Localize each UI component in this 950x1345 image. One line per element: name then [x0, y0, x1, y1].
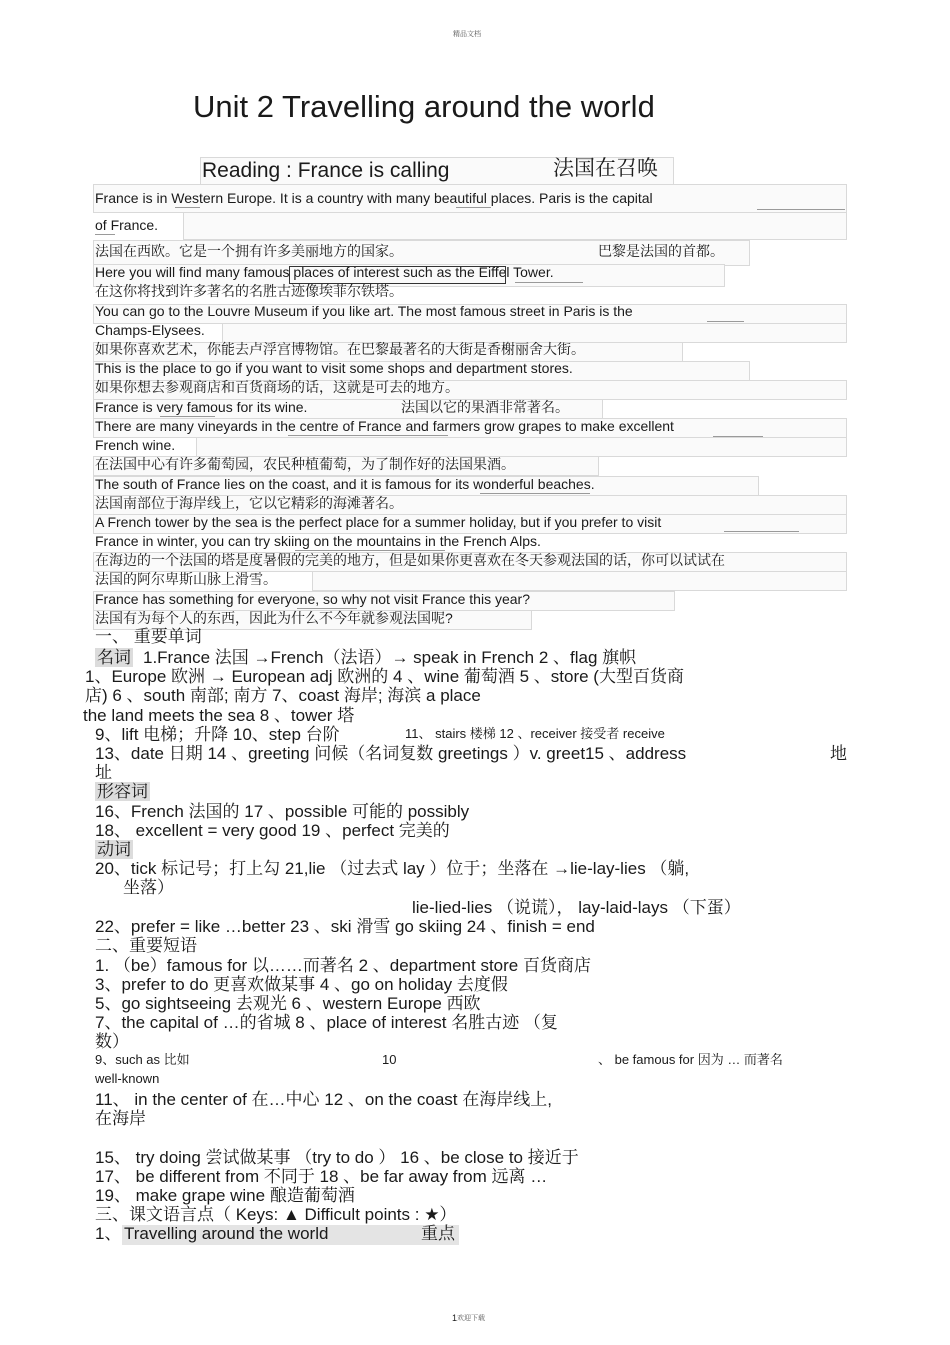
phrase-line: 5、go sightseeing 去观光 6 、western Europe 西欧 [95, 994, 481, 1013]
vocab-line: 11、 stairs 楼梯 12 、receiver 接受者 receive [405, 726, 665, 741]
unit-title: Unit 2 Travelling around the world [193, 89, 655, 124]
category-label-noun [95, 649, 133, 668]
passage-line: You can go to the Louvre Museum if you like art. The most famous street in Paris is the [95, 303, 633, 319]
phrase-line: 3、prefer to do 更喜欢做某事 4 、go on holiday 去度假 [95, 975, 508, 994]
passage-line-cn: 法国的阿尔卑斯山脉上滑雪。 [95, 571, 277, 587]
passage-line-cn: 巴黎是法国的首都。 [598, 243, 724, 259]
underline-mark [95, 234, 115, 235]
point-text: Travelling around the world [124, 1224, 329, 1243]
passage-line: This is the place to go if you want to visit some shops and department stores. [95, 360, 573, 376]
phrase-line: well-known [95, 1071, 160, 1086]
highlight-box [289, 266, 506, 284]
phrase-line: 、 be famous for 因为 … 而著名 [598, 1052, 783, 1067]
passage-line: There are many vineyards in the centre of France and farmers grow grapes to make excellent [95, 418, 674, 434]
section-heading: 一、 重要单词 [95, 627, 202, 646]
passage-line: A French tower by the sea is the perfect place for a summer holiday, but if you prefer to visit [95, 514, 662, 530]
section-heading: 二、重要短语 [95, 936, 197, 955]
point-tag: 重点 [421, 1224, 455, 1243]
passage-line-cn: 如果你想去参观商店和百货商场的话，这就是可去的地方。 [95, 379, 459, 395]
passage-line-cn: 法国南部位于海岸线上，它以它精彩的海滩著名。 [95, 495, 403, 511]
passage-line: Champs-Elysees. [95, 322, 205, 338]
phrase-line: 19、 make grape wine 酿造葡萄酒 [95, 1186, 355, 1205]
phrase-line: 17、 be different from 不同于 18 、be far away from 远离 … [95, 1167, 548, 1186]
underline-mark [515, 282, 583, 283]
point-number: 1、 [95, 1224, 122, 1243]
vocab-line: 址 [95, 763, 112, 782]
vocab-line: 9、lift 电梯；升降 10、step 台阶 [95, 725, 340, 744]
passage-box [312, 571, 847, 591]
passage-line-cn: 在这你将找到许多著名的名胜古迹像埃菲尔铁塔。 [95, 283, 403, 299]
passage-box [196, 437, 847, 457]
vocab-line: 地 [830, 744, 847, 763]
passage-line-cn: 法国以它的果酒非常著名。 [401, 399, 569, 415]
section-heading: 三、课文语言点（ Keys: ▲ Difficult points : ★） [95, 1205, 457, 1224]
passage-line: French wine. [95, 437, 176, 453]
passage-line-cn: 法国有为每个人的东西，因此为什么不今年就参观法国呢? [95, 610, 453, 626]
underline-mark [480, 493, 590, 494]
phrase-line: 11、 in the center of 在…中心 12 、on the coast 在海岸线上, [95, 1090, 552, 1109]
noun-label: 名词 [97, 648, 131, 667]
vocab-line: 16、French 法国的 17 、possible 可能的 possibly [95, 802, 470, 821]
passage-line: Here you will find many famous places of interest such as the Eiffel Tower. [95, 264, 554, 280]
underline-mark [707, 321, 744, 322]
vocab-line: 18、 excellent = very good 19 、perfect 完美的 [95, 821, 450, 840]
vocab-line: 1.France 法国 →French（法语）→ speak in French 2 、flag 旗帜 [143, 648, 637, 667]
underline-mark [295, 550, 445, 551]
phrase-line: 10 [382, 1052, 397, 1067]
footer-page-number: 1 [452, 1313, 458, 1323]
passage-line-cn: 在法国中心有许多葡萄园，农民种植葡萄，为了制作好的法国果酒。 [95, 456, 515, 472]
page-header-note: 精品文档 [453, 31, 481, 38]
underline-mark [724, 531, 799, 532]
phrase-line: 1. （be）famous for 以……而著名 2 、department store 百货商店 [95, 956, 591, 975]
phrase-line: 数） [95, 1032, 129, 1051]
underline-mark [160, 416, 215, 417]
passage-line-cn: 如果你喜欢艺术，你能去卢浮宫博物馆。在巴黎最著名的大街是香榭丽舍大街。 [95, 341, 585, 357]
footer-note: 欢迎下载 [457, 1315, 485, 1322]
underline-mark [456, 207, 491, 208]
vocab-line: the land meets the sea 8 、tower 塔 [83, 706, 355, 725]
passage-line: France in winter, you can try skiing on the mountains in the French Alps. [95, 533, 541, 549]
underline-mark [175, 207, 200, 208]
passage-line: France is very famous for its wine. [95, 399, 308, 415]
underline-mark [288, 435, 448, 436]
underline-mark [297, 608, 357, 609]
passage-line: The south of France lies on the coast, and it is famous for its wonderful beaches. [95, 476, 595, 492]
passage-line: France has something for everyone, so why not visit France this year? [95, 591, 530, 607]
verb-label: 动词 [97, 840, 131, 859]
underline-mark [757, 209, 845, 210]
category-label-adj [95, 783, 150, 802]
passage-line: of France. [95, 217, 159, 233]
phrase-line: 7、the capital of …的省城 8 、place of interest 名胜古迹 （复 [95, 1013, 558, 1032]
adj-label: 形容词 [97, 782, 148, 801]
vocab-line: lie-lied-lies （说谎）， lay-laid-lays （下蛋） [412, 898, 741, 917]
reading-title: Reading : France is calling [202, 159, 450, 182]
vocab-line: 13、date 日期 14 、greeting 问候（名词复数 greetings ）v. greet15 、address [95, 744, 687, 763]
passage-box [222, 323, 847, 343]
vocab-line: 坐落） [123, 878, 174, 897]
passage-line-cn: 在海边的一个法国的塔是度暑假的完美的地方，但是如果你更喜欢在冬天参观法国的话，你可以试试在 [95, 552, 725, 568]
passage-line: France is in Western Europe. It is a country with many beautiful places. Paris is the capital [95, 190, 653, 206]
passage-line-cn: 法国在西欧。它是一个拥有许多美丽地方的国家。 [95, 243, 403, 259]
vocab-line: 20、tick 标记号；打上勾 21,lie （过去式 lay ）位于；坐落在 →lie-lay-lies （躺, [95, 859, 690, 878]
phrase-line: 9、such as 比如 [95, 1052, 190, 1067]
vocab-line: 店) 6 、south 南部; 南方 7、coast 海岸; 海滨 a place [85, 686, 481, 705]
phrase-line: 在海岸 [95, 1109, 146, 1128]
phrase-line: 15、 try doing 尝试做某事 （try to do ） 16 、be close to 接近于 [95, 1148, 579, 1167]
reading-title-cn: 法国在召唤 [553, 157, 658, 180]
passage-box [183, 212, 847, 240]
category-label-verb [95, 841, 133, 860]
vocab-line: 22、prefer = like …better 23 、ski 滑雪 go skiing 24 、finish = end [95, 917, 595, 936]
underline-mark [713, 436, 763, 437]
vocab-line: 1、Europe 欧洲 → European adj 欧洲的 4 、wine 葡萄酒 5 、store (大型百货商 [85, 667, 684, 686]
